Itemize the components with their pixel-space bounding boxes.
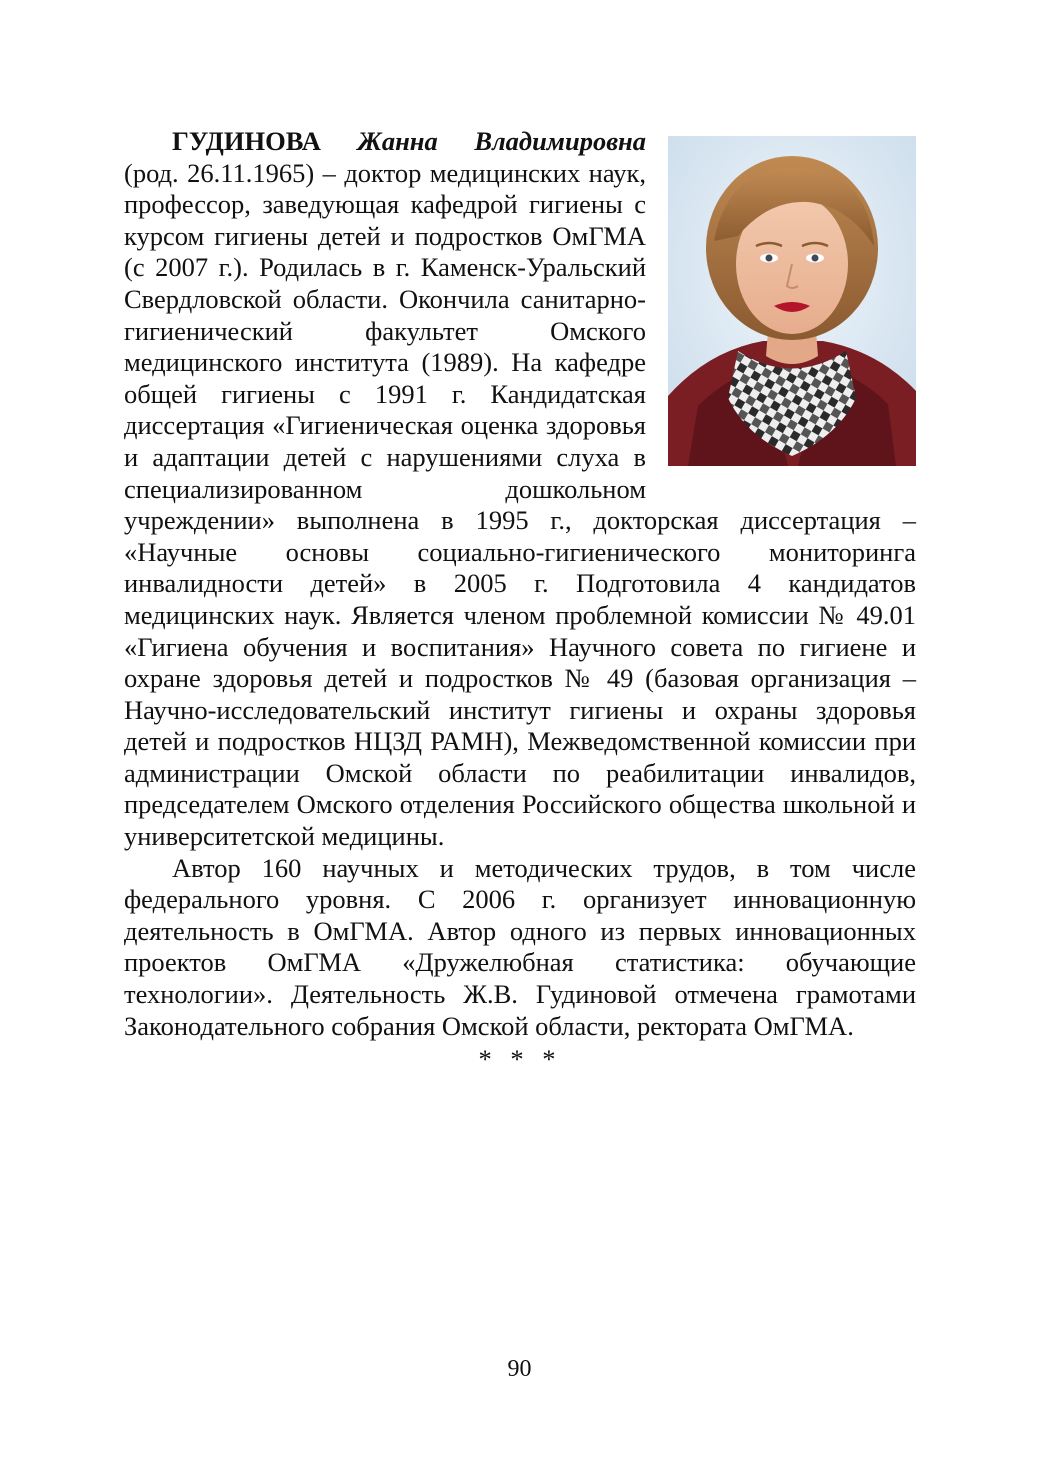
portrait-image xyxy=(668,136,916,466)
bio-paragraph-2: Автор 160 научных и методических трудов, в том числе федерального уровня. С 2006 г. организует инновационную деятельность в ОмГМА. Автор одного из первых инновационных проектов ОмГМА «Дружелюбная статистика: обучающие технологии». Деятельность Ж.В. Гудиновой отмечена грамотами Законодательного собрания Омской области, ректората ОмГМА. xyxy=(124,852,916,1041)
bio-paragraph-1-text: (род. 26.11.1965) – доктор медицинских наук, профессор, заведующая кафедрой гигиены с курсом гигиены детей и подростков ОмГМА (с 2007 г.). Родилась в г. Каменск-Уральский Свердловской области. Окончила санитарно-гигиенический факультет Омского медицинского института (1989). На кафедре общей гигиены с 1991 г. Кандидатская диссертация «Гигиеническая оценка здоровья и адаптации детей с нарушениями слуха в специализированном дошкольном учреждении» выполнена в 1995 г., докторская диссертация – «Научные основы социально-гигиенического мониторинга инвалидности детей» в 2005 г. Подготовила 4 кандидатов медицинских наук. Является членом проблемной комиссии № 49.01 «Гигиена обучения и воспитания» Научного совета по гигиене и охране здоровья детей и подростков № 49 (базовая организация – Научно-исследовательский институт гигиены и охраны здоровья детей и подростков НЦЗД РАМН), Межведомственной комиссии при администрации Омской области по реабилитации инвалидов, председателем Омского отделения Российского общества школьной и университетской медицины. xyxy=(124,157,916,852)
portrait-photo xyxy=(668,136,916,466)
page-number: 90 xyxy=(507,1356,532,1382)
person-surname: ГУДИНОВА xyxy=(172,126,321,156)
section-separator: * * * xyxy=(478,1044,562,1075)
biography-article xyxy=(124,126,916,1076)
person-given-names: Жанна Владимировна xyxy=(357,126,647,156)
